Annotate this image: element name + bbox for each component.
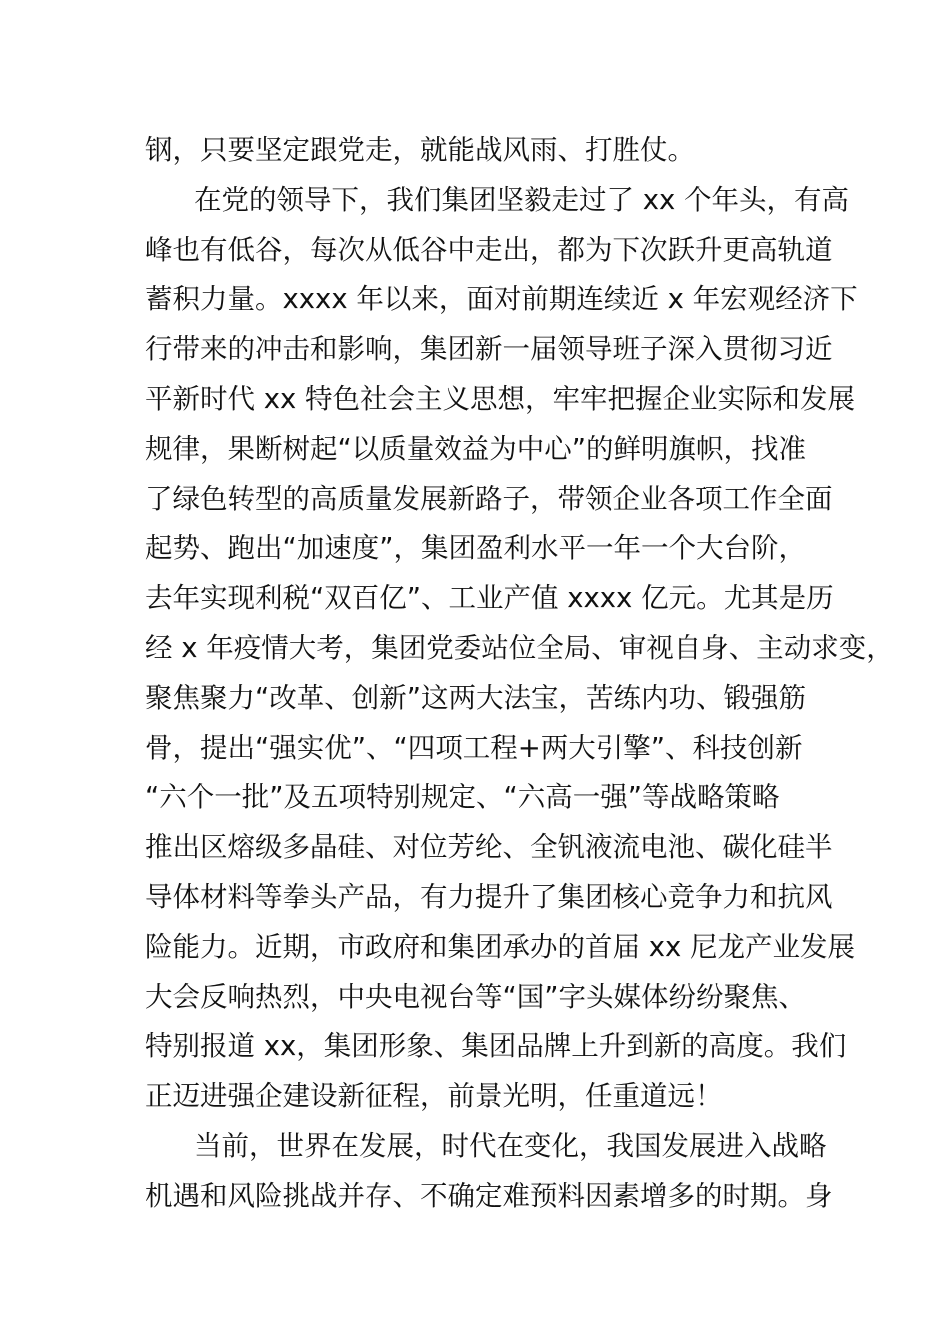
text-line: 去年实现利税“双百亿”、工业产值 xxxx 亿元。尤其是历	[145, 582, 834, 615]
text-line: “六个一批”及五项特别规定、“六高一强”等战略策略	[145, 781, 780, 814]
text-line: 行带来的冲击和影响，集团新一届领导班子深入贯彻习近	[145, 333, 833, 366]
text-line: 经 x 年疫情大考，集团党委站位全局、审视自身、主动求变，	[145, 631, 894, 664]
text-line: 骨，提出“强实优”、“四项工程+两大引擎”、科技创新	[145, 731, 803, 764]
text-line: 聚焦聚力“改革、创新”这两大法宝，苦练内功、锻强筋	[145, 681, 806, 714]
text-line: 平新时代 xx 特色社会主义思想，牢牢把握企业实际和发展	[145, 382, 856, 415]
text-line: 大会反响热烈，中央电视台等“国”字头媒体纷纷聚焦、	[145, 980, 806, 1013]
text-line: 起势、跑出“加速度”，集团盈利水平一年一个大台阶，	[145, 532, 806, 565]
text-line: 蓄积力量。xxxx 年以来，面对前期连续近 x 年宏观经济下	[145, 283, 858, 316]
paragraph-first-line: 当前，世界在发展，时代在变化，我国发展进入战略	[194, 1129, 827, 1162]
text-line: 险能力。近期，市政府和集团承办的首届 xx 尼龙产业发展	[145, 930, 856, 963]
text-line: 峰也有低谷，每次从低谷中走出，都为下次跃升更高轨道	[145, 233, 833, 266]
text-line: 钢，只要坚定跟党走，就能战风雨、打胜仗。	[145, 134, 695, 166]
text-line: 推出区熔级多晶硅、对位芳纶、全钒液流电池、碳化硅半	[145, 831, 833, 864]
paragraph-first-line: 在党的领导下，我们集团坚毅走过了 xx 个年头，有高	[194, 183, 850, 216]
text-line: 特别报道 xx，集团形象、集团品牌上升到新的高度。我们	[145, 1030, 847, 1063]
text-line: 了绿色转型的高质量发展新路子，带领企业各项工作全面	[145, 482, 833, 515]
text-line: 正迈进强企建设新征程，前景光明，任重道远！	[145, 1080, 723, 1113]
text-line: 导体材料等拳头产品，有力提升了集团核心竞争力和抗风	[145, 880, 833, 913]
body-text	[145, 126, 894, 1222]
text-line: 机遇和风险挑战并存、不确定难预料因素增多的时期。身	[145, 1179, 833, 1212]
text-line: 规律，果断树起“以质量效益为中心”的鲜明旗帜，找准	[145, 432, 806, 465]
